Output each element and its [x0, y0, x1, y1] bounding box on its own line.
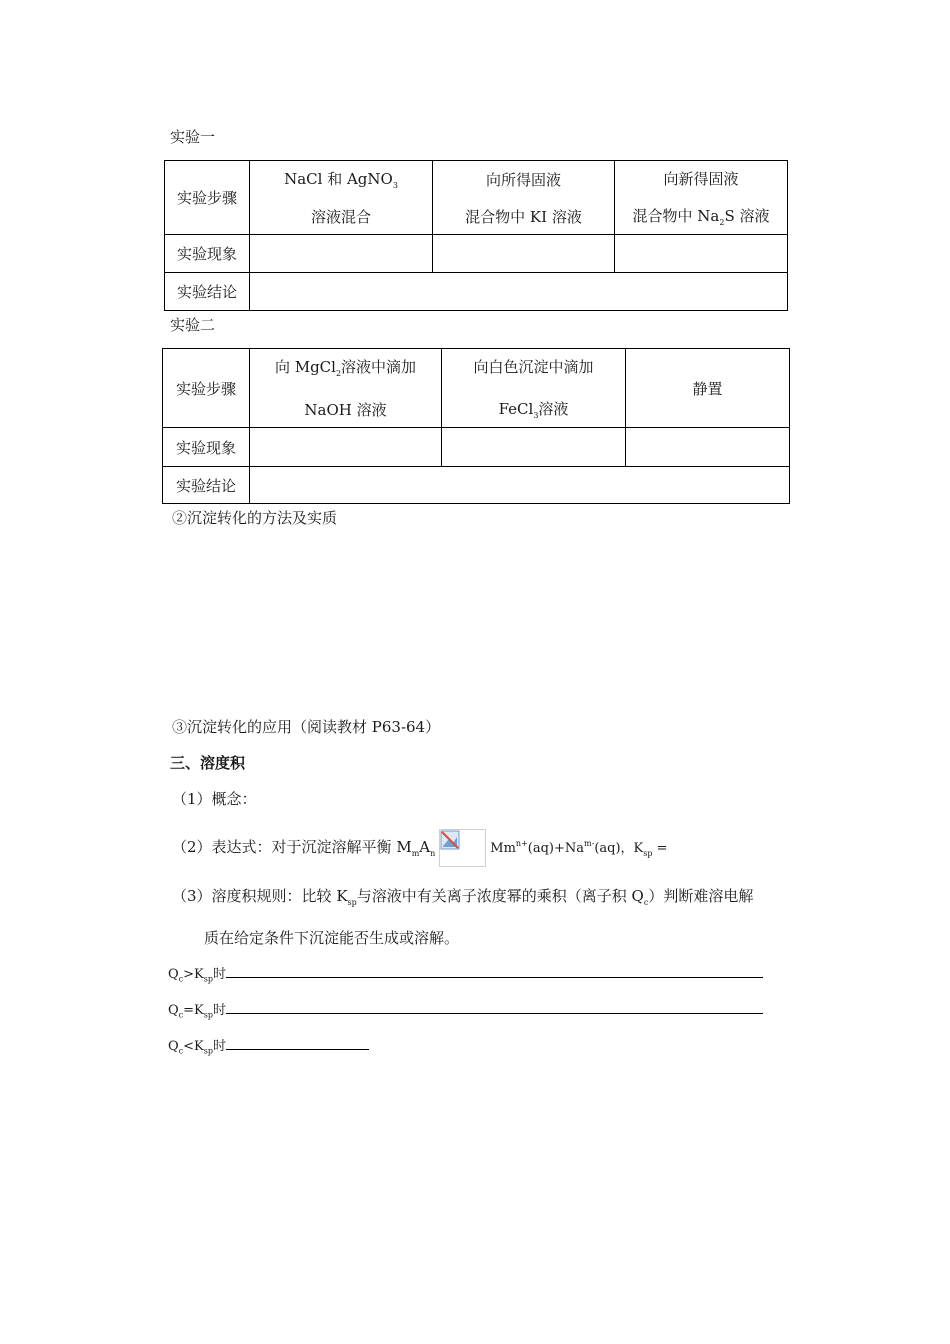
subscript: sp: [203, 1010, 213, 1020]
expression-text: (aq)，K: [594, 841, 644, 856]
subscript: n: [430, 849, 436, 858]
subscript: c: [178, 1046, 184, 1056]
step-text: S 溶液: [724, 207, 770, 225]
rule-text: <K: [183, 1039, 204, 1054]
expression-text: (aq)+Na: [527, 841, 585, 856]
step-text: 混合物中 Na: [632, 207, 720, 225]
step-text: FeCl: [498, 400, 534, 418]
equilibrium-arrow-image: [439, 829, 486, 867]
expression-text: （2）表达式：对于沉淀溶解平衡 M: [172, 838, 412, 856]
subscript: c: [178, 1010, 184, 1020]
item-concept: （1）概念：: [172, 790, 257, 808]
rule-text: 与溶液中有关离子浓度幂的乘积（离子积 Q: [356, 887, 644, 905]
exp2-row-conclusion: [163, 467, 790, 504]
exp2-step-1: [250, 349, 442, 428]
subscript: sp: [347, 898, 357, 907]
subscript: sp: [203, 974, 213, 984]
rule-greater: [168, 963, 763, 990]
rule-less: [168, 1035, 369, 1062]
exp1-label-phenomena: 实验现象: [165, 235, 250, 273]
exp1-step-2: [433, 161, 615, 235]
expression-text: A: [419, 838, 431, 856]
item-rule-line1: [172, 886, 753, 913]
exp2-phenomenon-3[interactable]: [626, 428, 790, 467]
exp1-step-3: [615, 161, 788, 235]
exp2-row-phenomena: [163, 428, 790, 467]
subscript: sp: [643, 849, 653, 858]
subscript: 3: [392, 181, 398, 190]
subscript: 2: [335, 369, 342, 378]
exp1-label-conclusion: 实验结论: [165, 273, 250, 311]
rule-text: >K: [183, 967, 204, 982]
broken-image-icon: [440, 830, 460, 850]
item-rule-line2: 质在给定条件下沉淀能否生成或溶解。: [204, 929, 460, 947]
exp1-phenomenon-1[interactable]: [250, 235, 433, 273]
step-text: 溶液混合: [310, 208, 371, 226]
exp1-row-conclusion: [165, 273, 788, 311]
subscript: 3: [533, 411, 539, 420]
exp1-phenomenon-3[interactable]: [615, 235, 788, 273]
step-text: 向所得固液: [485, 170, 561, 189]
step-text: 溶液: [538, 400, 569, 418]
exp1-conclusion-cell[interactable]: [250, 273, 788, 311]
superscript: m-: [584, 839, 595, 848]
rule-text: 时: [213, 967, 227, 982]
subscript: m: [411, 849, 420, 858]
exp2-label-conclusion: 实验结论: [163, 467, 250, 504]
subscript: sp: [203, 1046, 213, 1056]
section-application: ③沉淀转化的应用（阅读教材 P63-64）: [172, 718, 441, 736]
exp1-row-phenomena: [165, 235, 788, 273]
superscript: n+: [515, 839, 528, 848]
rule-text: （3）溶度积规则：比较 K: [172, 887, 348, 905]
exp2-table: [162, 348, 790, 504]
heading-solubility-product: 三、溶度积: [170, 754, 246, 772]
exp1-step-1: [250, 161, 433, 235]
rule-text: ）判断难溶电解: [648, 887, 754, 905]
answer-blank[interactable]: [226, 999, 763, 1014]
step-text: NaCl 和 AgNO: [284, 170, 393, 188]
rule-text: 时: [213, 1039, 227, 1054]
step-text: 向新得固液: [663, 170, 739, 188]
subscript: c: [643, 898, 649, 907]
exp1-table: [164, 160, 788, 311]
exp2-label-phenomena: 实验现象: [163, 428, 250, 467]
exp2-label-steps: 实验步骤: [163, 349, 250, 428]
step-text: 向白色沉淀中滴加: [473, 358, 594, 376]
rule-text: 时: [213, 1003, 227, 1018]
answer-blank[interactable]: [226, 1035, 369, 1050]
exp2-phenomenon-2[interactable]: [442, 428, 626, 467]
step-text: NaOH 溶液: [304, 401, 387, 419]
step-text: 溶液中滴加: [341, 358, 417, 376]
rule-text: Q: [168, 967, 179, 982]
exp1-title: 实验一: [170, 128, 216, 146]
exp2-title: 实验二: [170, 316, 216, 334]
exp2-step-2: [442, 349, 626, 428]
answer-blank[interactable]: [226, 963, 763, 978]
rule-equal: [168, 999, 763, 1026]
step-text: 向 MgCl: [274, 358, 336, 376]
rule-text: Q: [168, 1003, 179, 1018]
exp2-step-3: 静置: [626, 349, 790, 428]
exp2-phenomenon-1[interactable]: [250, 428, 442, 467]
expression-text: =: [652, 841, 668, 856]
exp1-phenomenon-2[interactable]: [433, 235, 615, 273]
exp1-row-steps: [165, 161, 788, 235]
expression-text: Mm: [490, 841, 516, 856]
rule-text: =K: [183, 1003, 204, 1018]
item-expression: [172, 828, 668, 870]
exp1-label-steps: 实验步骤: [165, 161, 250, 235]
section-method: ②沉淀转化的方法及实质: [172, 509, 338, 527]
rule-text: Q: [168, 1039, 179, 1054]
exp2-row-steps: [163, 349, 790, 428]
subscript: 2: [719, 218, 725, 227]
exp2-conclusion-cell[interactable]: [250, 467, 790, 504]
subscript: c: [178, 974, 184, 984]
step-text: 混合物中 KI 溶液: [465, 207, 582, 226]
